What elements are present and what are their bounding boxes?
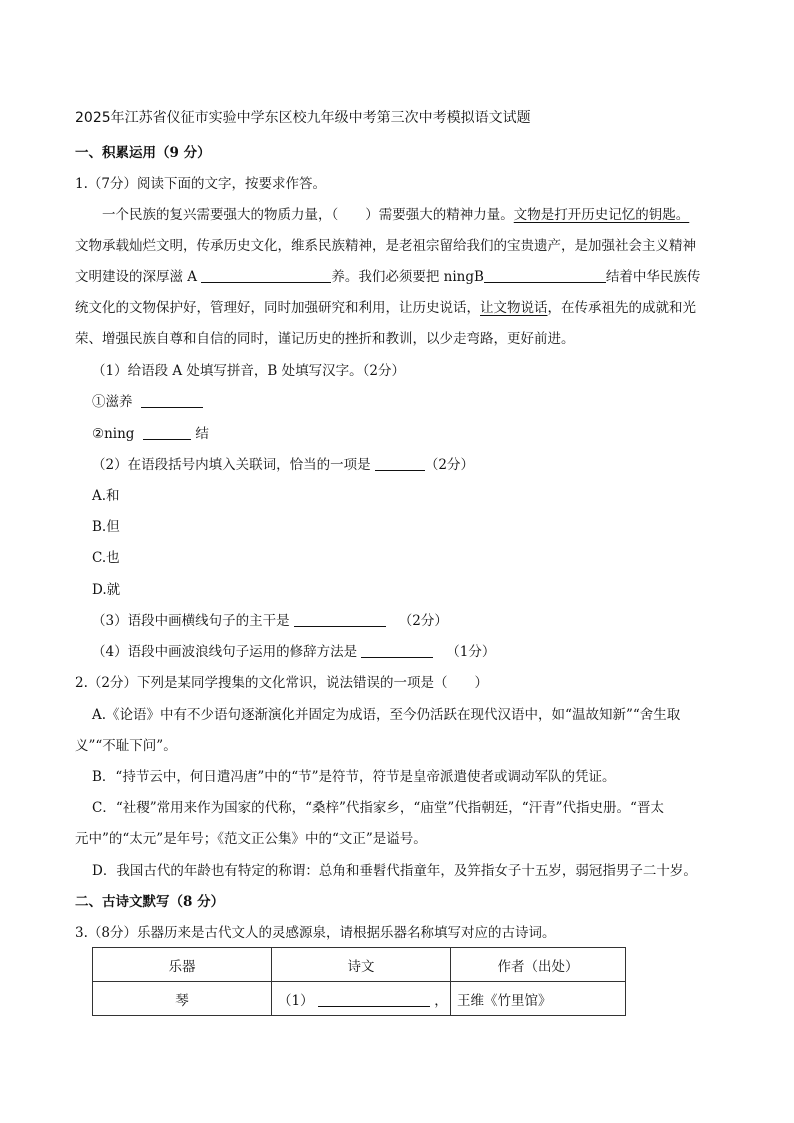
passage-text: 一个民族的复兴需要强大的物质力量，（ ）需要强大的精神力量。 <box>102 207 514 223</box>
subquestion-1b-suffix: 结 <box>195 426 209 442</box>
option-2c-line-1[interactable]: C．“社稷”常用来作为国家的代称，“桑梓”代指家乡，“庙堂”代指朝廷，“汗青”代指史册。“晋太 <box>92 800 664 816</box>
option-2c-line-2: 元中”的“太元”是年号；《范文正公集》中的“文正”是谥号。 <box>75 831 427 847</box>
passage-text: ，在传承祖先的成就和光 <box>547 300 696 316</box>
answer-blank-1b[interactable] <box>143 425 191 440</box>
subquestion-4-score: （1分） <box>446 644 496 660</box>
passage-text: 文明建设的深厚滋 A <box>75 269 198 285</box>
question-1-stem: 1.（7分）阅读下面的文字，按要求作答。 <box>75 176 326 192</box>
question-2-stem: 2.（2分）下列是某同学搜集的文化常识，说法错误的一项是（ ） <box>75 675 488 691</box>
underlined-sentence: 让文物说话 <box>480 300 548 316</box>
option-a[interactable]: A.和 <box>92 488 120 504</box>
verse-number: （1） <box>278 992 314 1009</box>
option-2b[interactable]: B．“持节云中，何日遣冯唐”中的“节”是符节，符节是皇帝派遣使者或调动军队的凭证。 <box>92 769 616 785</box>
option-2a-line-2: 义”“不耻下问”。 <box>75 738 177 754</box>
section-heading-1: 一、积累运用（9 分） <box>75 145 211 161</box>
blank-a[interactable] <box>201 268 331 283</box>
passage-line-5: 荣、增强民族自尊和自信的同时，谨记历史的挫折和教训，以少走弯路，更好前进。 <box>75 331 575 347</box>
subquestion-3-text: （3）语段中画横线句子的主干是 <box>92 613 290 629</box>
subquestion-1b-label: ②ning <box>92 426 135 442</box>
passage-line-4 <box>75 298 696 318</box>
verse-answer-blank[interactable] <box>318 992 430 1007</box>
passage-line-3 <box>75 267 700 287</box>
wavy-underlined-sentence: 文物是打开历史记忆的钥匙。 <box>513 207 690 223</box>
table-row <box>93 982 626 1016</box>
subquestion-1a <box>92 392 203 412</box>
document-title: 2025年江苏省仪征市实验中学东区校九年级中考第三次中考模拟语文试题 <box>75 110 531 126</box>
answer-blank-1a[interactable] <box>141 393 203 408</box>
option-2d[interactable]: D．我国古代的年龄也有特定的称谓：总角和垂髫代指童年，及笄指女子十五岁，弱冠指男子二十岁。 <box>92 863 697 879</box>
poetry-table <box>92 947 626 1016</box>
answer-blank-2[interactable] <box>375 456 425 471</box>
option-b[interactable]: B.但 <box>92 519 120 535</box>
section-heading-2: 二、古诗文默写（8 分） <box>75 894 225 910</box>
passage-text: 统文化的文物保护好，管理好，同时加强研究和利用，让历史说话， <box>75 300 480 316</box>
subquestion-1: （1）给语段 A 处填写拼音，B 处填写汉字。（2分） <box>92 363 405 379</box>
table-header-instrument: 乐器 <box>93 948 272 982</box>
subquestion-3 <box>92 611 448 631</box>
subquestion-2 <box>92 455 474 475</box>
table-header-author: 作者（出处） <box>451 948 626 982</box>
option-c[interactable]: C.也 <box>92 550 120 566</box>
verse-comma: ， <box>434 992 448 1009</box>
passage-line-1 <box>102 205 689 225</box>
passage-line-2: 文物承载灿烂文明，传承历史文化，维系民族精神，是老祖宗留给我们的宝贵遗产，是加强社会主义精神 <box>75 238 696 254</box>
answer-blank-4[interactable] <box>361 643 433 658</box>
subquestion-2-score: （2分） <box>424 457 474 473</box>
question-3-stem: 3.（8分）乐器历来是古代文人的灵感源泉，请根据乐器名称填写对应的古诗词。 <box>75 925 556 941</box>
passage-text: 结着中华民族传 <box>605 269 701 285</box>
table-header-row <box>93 948 626 982</box>
subquestion-4-text: （4）语段中画波浪线句子运用的修辞方法是 <box>92 644 358 660</box>
table-cell-verse <box>272 982 451 1016</box>
blank-b[interactable] <box>484 268 606 283</box>
passage-text: 养。我们必须要把 ningB <box>331 269 484 285</box>
subquestion-4 <box>92 642 495 662</box>
subquestion-1b <box>92 424 209 444</box>
subquestion-3-score: （2分） <box>398 613 448 629</box>
subquestion-1a-label: ①滋养 <box>92 394 133 410</box>
answer-blank-3[interactable] <box>294 612 386 627</box>
option-d[interactable]: D.就 <box>92 582 121 598</box>
subquestion-2-text: （2）在语段括号内填入关联词，恰当的一项是 <box>92 457 371 473</box>
table-cell-source: 王维《竹里馆》 <box>451 982 626 1016</box>
table-cell-instrument: 琴 <box>93 982 272 1016</box>
table-header-verse: 诗文 <box>272 948 451 982</box>
option-2a-line-1[interactable]: A.《论语》中有不少语句逐渐演化并固定为成语，至今仍活跃在现代汉语中，如“温故知新”“舍生取 <box>92 707 681 723</box>
